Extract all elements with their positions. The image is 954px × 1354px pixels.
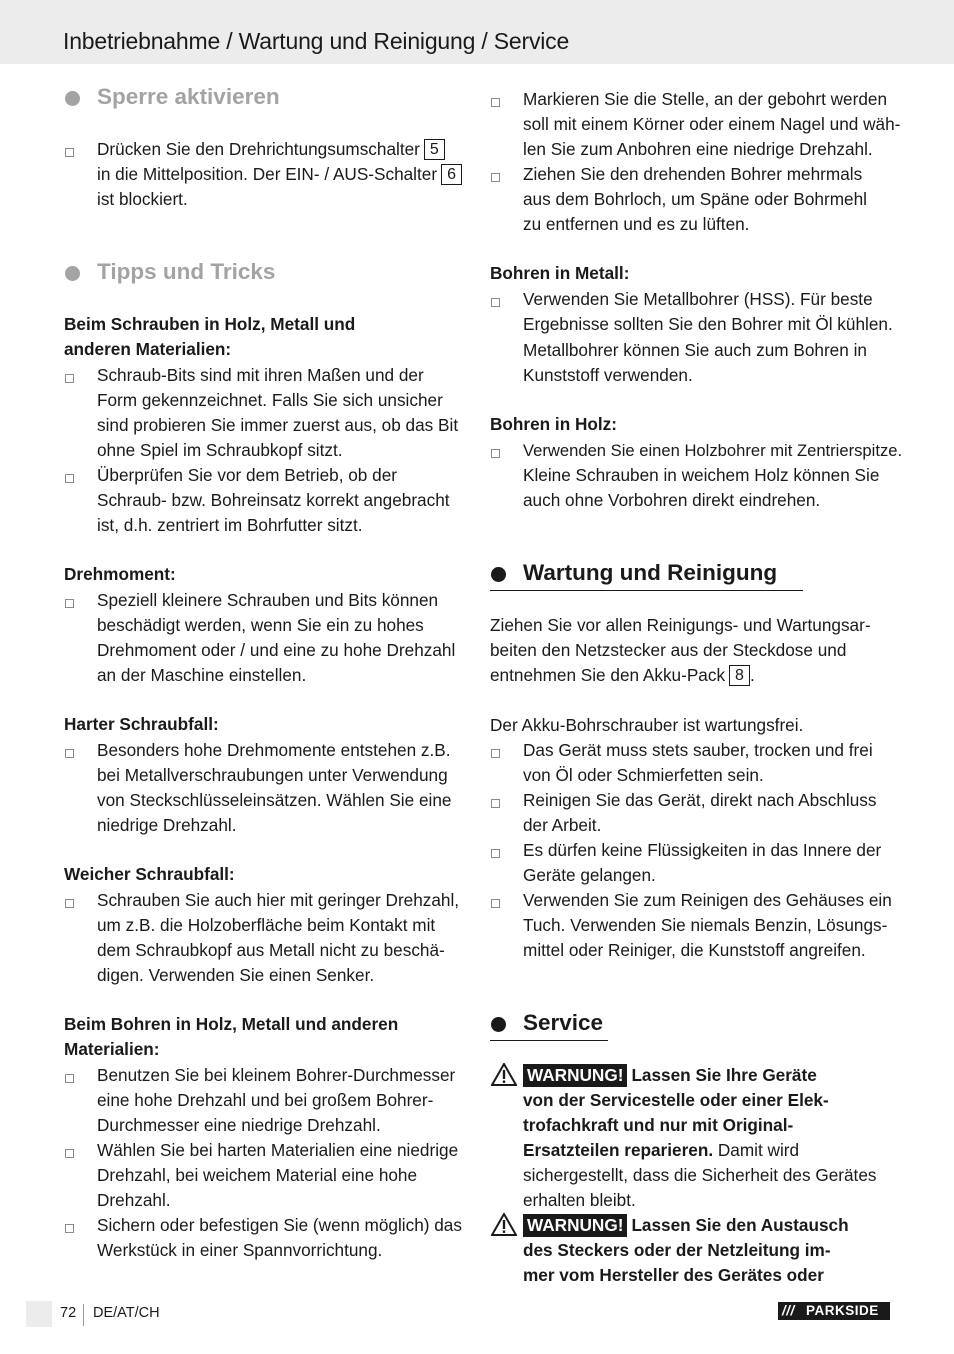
list-item-line: sind probieren Sie immer zuerst aus, ob das Bit <box>97 415 459 435</box>
ref-number: 8 <box>729 665 750 686</box>
list-item-line: Tuch. Verwenden Sie niemals Benzin, Lösungs- <box>523 915 888 935</box>
footer-marker <box>26 1301 52 1327</box>
checkbox-square-icon <box>65 1074 74 1083</box>
list-item-line: an der Maschine einstellen. <box>97 665 307 685</box>
list-item-line: Metallbohrer können Sie auch zum Bohren in <box>523 340 867 360</box>
list-item-line: um z.B. die Holzoberfläche beim Kontakt mit <box>97 915 436 935</box>
logo-mark-icon: /// <box>782 1303 795 1318</box>
list-item-line: Drehzahl, bei weichem Material eine hohe <box>97 1165 418 1185</box>
ref-number: 5 <box>424 139 445 160</box>
list-item-line: Schrauben Sie auch hier mit geringer Drehzahl, <box>97 890 460 910</box>
bullet-dot-icon <box>65 266 80 281</box>
list-item-line: von Öl oder Schmierfetten sein. <box>523 765 764 785</box>
sperre-line-2: in die Mittelposition. Der EIN- / AUS-Schalter 6 <box>97 162 462 187</box>
list-item-line: Das Gerät muss stets sauber, trocken und frei <box>523 740 873 760</box>
list-item-line: len Sie zum Anbohren eine niedrige Drehzahl. <box>523 139 873 159</box>
list-item-line: ohne Spiel im Schraubkopf sitzt. <box>97 440 343 460</box>
list-item-line: Werkstück in einer Spannvorrichtung. <box>97 1240 383 1260</box>
warning-line: erhalten bleibt. <box>523 1190 636 1210</box>
subheading: Bohren in Metall: <box>490 263 630 283</box>
list-item-line: niedrige Drehzahl. <box>97 815 237 835</box>
list-item-line: Besonders hohe Drehmomente entstehen z.B. <box>97 740 451 760</box>
checkbox-square-icon <box>491 799 500 808</box>
sperre-line-3: ist blockiert. <box>97 189 188 209</box>
sperre-line-1: Drücken Sie den Drehrichtungsumschalter 5 <box>97 137 445 162</box>
paragraph-line: entnehmen Sie den Akku-Pack 8 . <box>490 665 755 685</box>
bullet-dot-icon <box>65 91 80 106</box>
warning-badge: WARNUNG! <box>523 1064 627 1087</box>
list-item-line: Überprüfen Sie vor dem Betrieb, ob der <box>97 465 397 485</box>
subheading: Beim Bohren in Holz, Metall und anderen <box>64 1014 399 1034</box>
paragraph-line: beiten den Netzstecker aus der Steckdose und <box>490 640 847 660</box>
list-item-line: Kleine Schrauben in weichem Holz können Sie <box>523 465 880 485</box>
warning-line: von der Servicestelle oder einer Elek- <box>523 1090 829 1110</box>
list-item-line: von Steckschlüsseleinsätzen. Wählen Sie eine <box>97 790 452 810</box>
warning-line: des Steckers oder der Netzleitung im- <box>523 1240 831 1260</box>
list-item-line: ist, d.h. zentriert im Bohrfutter sitzt. <box>97 515 363 535</box>
checkbox-square-icon <box>491 98 500 107</box>
subheading: Harter Schraubfall: <box>64 714 219 734</box>
checkbox-square-icon <box>491 298 500 307</box>
heading-underline <box>490 590 803 591</box>
warning-line: WARNUNG! Lassen Sie Ihre Geräte <box>523 1063 817 1088</box>
list-item-line: Ziehen Sie den drehenden Bohrer mehrmals <box>523 164 863 184</box>
page-number: 72 <box>60 1305 77 1321</box>
checkbox-square-icon <box>65 899 74 908</box>
list-item-line: Verwenden Sie Metallbohrer (HSS). Für beste <box>523 289 873 309</box>
section-heading-wartung: Wartung und Reinigung <box>523 560 778 585</box>
checkbox-square-icon <box>65 374 74 383</box>
footer-divider <box>83 1304 84 1326</box>
warning-line: trofachkraft und nur mit Original- <box>523 1115 794 1135</box>
warning-triangle-icon <box>491 1063 517 1086</box>
list-item-line: zu entfernen und es zu lüften. <box>523 214 750 234</box>
list-item-line: Speziell kleinere Schrauben und Bits können <box>97 590 439 610</box>
list-item-line: Schraub- bzw. Bohreinsatz korrekt angebracht <box>97 490 450 510</box>
checkbox-square-icon <box>65 474 74 483</box>
list-item-line: Geräte gelangen. <box>523 865 656 885</box>
list-item-line: bei Metallverschraubungen unter Verwendung <box>97 765 448 785</box>
list-item-line: Reinigen Sie das Gerät, direkt nach Abschluss <box>523 790 877 810</box>
list-item-line: Drehzahl. <box>97 1190 171 1210</box>
list-item-line: Verwenden Sie zum Reinigen des Gehäuses ein <box>523 890 892 910</box>
subheading: Bohren in Holz: <box>490 414 617 434</box>
logo-text: PARKSIDE <box>806 1303 879 1318</box>
checkbox-square-icon <box>491 849 500 858</box>
list-item-line: Drehmoment oder / und eine zu hohe Drehzahl <box>97 640 456 660</box>
checkbox-square-icon <box>65 1149 74 1158</box>
subheading: Materialien: <box>64 1039 160 1059</box>
ref-number: 6 <box>441 164 462 185</box>
list-item-line: Durchmesser eine niedrige Drehzahl. <box>97 1115 381 1135</box>
subheading: Weicher Schraubfall: <box>64 864 235 884</box>
heading-underline <box>490 1040 608 1041</box>
warning-triangle-icon <box>491 1213 517 1236</box>
list-item-line: dem Schraubkopf aus Metall nicht zu beschä- <box>97 940 445 960</box>
list-item-line: Markieren Sie die Stelle, an der gebohrt werden <box>523 89 888 109</box>
region-code: DE/AT/CH <box>93 1305 160 1321</box>
subheading: anderen Materialien: <box>64 339 232 359</box>
list-item-line: Es dürfen keine Flüssigkeiten in das Innere der <box>523 840 882 860</box>
paragraph-line: Ziehen Sie vor allen Reinigungs- und Wartungsar- <box>490 615 871 635</box>
list-item-line: Wählen Sie bei harten Materialien eine niedrige <box>97 1140 459 1160</box>
checkbox-square-icon <box>65 1224 74 1233</box>
section-heading-sperre: Sperre aktivieren <box>97 84 280 109</box>
list-item-line: Ergebnisse sollten Sie den Bohrer mit Öl kühlen. <box>523 314 893 334</box>
checkbox-square-icon <box>491 899 500 908</box>
paragraph-line: Der Akku-Bohrschrauber ist wartungsfrei. <box>490 715 804 735</box>
list-item-line: Schraub-Bits sind mit ihren Maßen und der <box>97 365 424 385</box>
section-heading-service: Service <box>523 1010 604 1035</box>
list-item-line: der Arbeit. <box>523 815 602 835</box>
warning-line: mer vom Hersteller des Gerätes oder <box>523 1265 824 1285</box>
list-item-line: beschädigt werden, wenn Sie ein zu hohes <box>97 615 424 635</box>
list-item-line: soll mit einem Körner oder einem Nagel und wäh- <box>523 114 901 134</box>
checkbox-square-icon <box>491 449 500 458</box>
list-item-line: auch ohne Vorbohren direkt eindrehen. <box>523 490 821 510</box>
bullet-dot-icon <box>491 567 506 582</box>
list-item-line: Form gekennzeichnet. Falls Sie sich unsicher <box>97 390 443 410</box>
warning-line: Ersatzteilen reparieren. Damit wird <box>523 1140 800 1160</box>
warning-line: sichergestellt, dass die Sicherheit des Gerätes <box>523 1165 877 1185</box>
subheading: Beim Schrauben in Holz, Metall und <box>64 314 356 334</box>
checkbox-square-icon <box>65 148 74 157</box>
warning-line: WARNUNG! Lassen Sie den Austausch <box>523 1213 849 1238</box>
checkbox-square-icon <box>491 173 500 182</box>
list-item-line: mittel oder Reiniger, die Kunststoff angreifen. <box>523 940 866 960</box>
section-heading-tipps: Tipps und Tricks <box>97 259 276 284</box>
list-item-line: eine hohe Drehzahl und bei großem Bohrer- <box>97 1090 434 1110</box>
bullet-dot-icon <box>491 1017 506 1032</box>
list-item-line: digen. Verwenden Sie einen Senker. <box>97 965 375 985</box>
checkbox-square-icon <box>65 599 74 608</box>
warning-badge: WARNUNG! <box>523 1214 627 1237</box>
list-item-line: Benutzen Sie bei kleinem Bohrer-Durchmesser <box>97 1065 456 1085</box>
subheading: Drehmoment: <box>64 564 176 584</box>
list-item-line: Kunststoff verwenden. <box>523 365 693 385</box>
checkbox-square-icon <box>65 749 74 758</box>
checkbox-square-icon <box>491 749 500 758</box>
parkside-logo <box>778 1302 890 1320</box>
page-title: Inbetriebnahme / Wartung und Reinigung / Service <box>63 28 570 54</box>
list-item-line: Verwenden Sie einen Holzbohrer mit Zentrierspitze. <box>523 441 903 460</box>
list-item-line: aus dem Bohrloch, um Späne oder Bohrmehl <box>523 189 867 209</box>
list-item-line: Sichern oder befestigen Sie (wenn möglich) das <box>97 1215 462 1235</box>
